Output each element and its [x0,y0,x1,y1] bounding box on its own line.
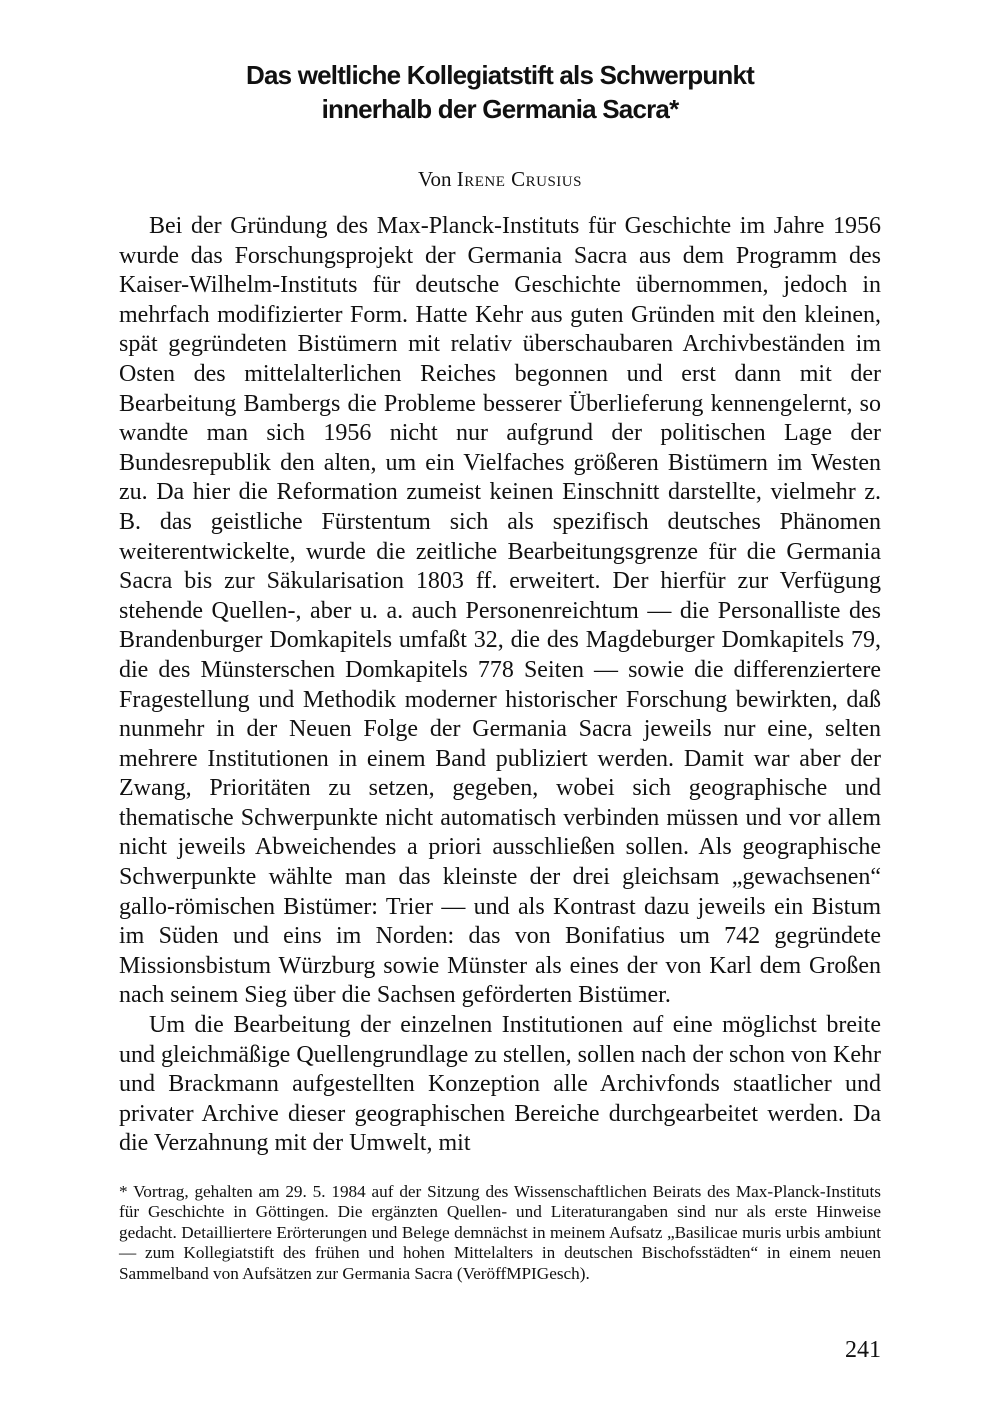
author-name: Irene Crusius [456,167,582,191]
author-prefix: Von [418,167,452,191]
author-line [200,166,800,192]
footnote: * Vortrag, gehalten am 29. 5. 1984 auf der Sitzung des Wissenschaftlichen Beirats des Max-Planck-Instituts für Geschichte in Göttingen. Die ergänzten Quellen- und Literaturangaben sind nur als erste Hinweise gedacht. Detailliertere Erörterungen und Belege demnächst in meinem Aufsatz „Basilicae muris urbis ambiunt — zum Kollegiatstift des frühen und hohen Mittelalters in deutschen Bischofsstädten“ in einem neuen Sammelband von Aufsätzen zur Germania Sacra (VeröffMPIGesch). [119,1182,881,1283]
article-title-line-2: innerhalb der Germania Sacra* [321,94,679,124]
article-title [200,58,800,126]
page-number: 241 [845,1337,881,1363]
article-title-line-1: Das weltliche Kollegiatstift als Schwerpunkt [245,60,755,90]
paragraph-1: Bei der Gründung des Max-Planck-Instituts für Geschichte im Jahre 1956 wurde das Forschungsprojekt der Germania Sacra aus dem Programm des Kaiser-Wilhelm-Instituts für deutsche Geschichte übernommen, jedoch in mehrfach modifizierter Form. Hatte Kehr aus guten Gründen mit den kleinen, spät gegründeten Bistümern mit relativ überschaubaren Archivbeständen im Osten des mittelalterlichen Reiches begonnen und erst dann mit der Bearbeitung Bambergs die Probleme besserer Überlieferung kennengelernt, so wandte man sich 1956 nicht nur aufgrund der politischen Lage der Bundesrepublik den alten, um ein Vielfaches größeren Bistümern im Westen zu. Da hier die Reformation zumeist keinen Einschnitt darstellte, vielmehr z. B. das geistliche Fürstentum sich als spezifisch deutsches Phänomen weiterentwickelte, wurde die zeitliche Bearbeitungsgrenze für die Germania Sacra bis zur Säkularisation 1803 ff. erweitert. Der hierfür zur Verfügung stehende Quellen-, aber u. a. auch Personenreichtum — die Personalliste des Brandenburger Domkapitels umfaßt 32, die des Magdeburger Domkapitels 79, die des Münsterschen Domkapitels 778 Seiten — sowie die differenziertere Fragestellung und Methodik moderner historischer Forschung bewirkten, daß nunmehr in der Neuen Folge der Germania Sacra jeweils nur eine, selten mehrere Institutionen in einem Band publiziert werden. Damit war aber der Zwang, Prioritäten zu setzen, gegeben, wobei sich geographische und thematische Schwerpunkte nicht automatisch verbinden müssen und vor allem nicht jeweils Abweichendes a priori ausschließen sollen. Als geographische Schwerpunkte wählte man das kleinste der drei gleichsam „gewachsenen“ gallo-römischen Bistümer: Trier — und als Kontrast dazu jeweils ein Bistum im Süden und eins im Norden: das von Bonifatius um 742 gegründete Missionsbistum Würzburg sowie Münster als eines der von Karl dem Großen nach seinem Sieg über die Sachsen geförderten Bistümer. [119,213,881,1009]
paragraph-2: Um die Bearbeitung der einzelnen Institutionen auf eine möglichst breite und gleichmäßige Quellengrundlage zu stellen, sollen nach der schon von Kehr und Brackmann aufgestellten Konzeption alle Archivfonds staatlicher und privater Archive dieser geographischen Bereiche durchgearbeitet werden. Da die Verzahnung mit der Umwelt, mit [119,1012,881,1157]
body-text [119,212,881,1159]
